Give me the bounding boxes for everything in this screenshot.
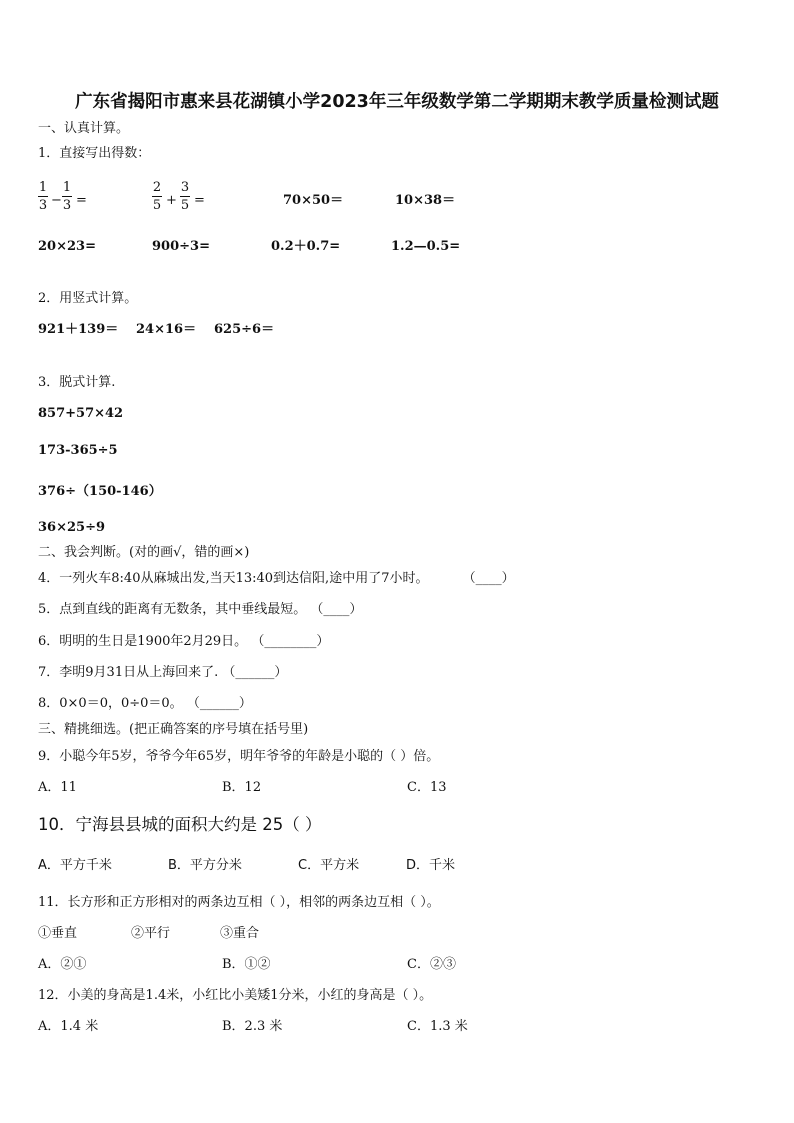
q10-option-a[interactable]: A．平方千米 [38,858,112,873]
q11-option-b[interactable]: B．①② [222,957,271,972]
q3-item-1: 857+57×42 [38,406,124,421]
frac1-b-num: 1 [62,180,72,195]
q1-row1-item-1: 70×50＝ [283,193,344,208]
q3-item-4: 36×25÷9 [38,520,106,535]
judge-item-6 [38,633,329,651]
q10-option-c[interactable]: C．平方米 [298,858,360,873]
q2-item-1: 921＋139＝ [38,322,119,337]
q10-text: 10．宁海县县城的面积大约是 25（ ） [38,815,322,834]
page-title: 广东省揭阳市惠来县花湖镇小学2023年三年级数学第二学期期末教学质量检测试题 [75,92,719,112]
judge-item-5 [38,601,362,619]
q2-label: 2．用竖式计算。 [38,291,138,306]
q11-option-c[interactable]: C．②③ [407,957,456,972]
q10-option-b[interactable]: B．平方分米 [168,858,242,873]
q9-text: 9．小聪今年5岁，爷爷今年65岁，明年爷爷的年龄是小聪的（ ）倍。 [38,749,440,764]
judge-item-8-text: 8．0×0＝0，0÷0＝0。 [38,696,183,711]
judge-item-8 [38,695,252,713]
q2-item-3: 625÷6＝ [214,322,275,337]
q1-row2-item-3: 0.2＋0.7= [271,239,341,254]
q1-row2-item-1: 20×23= [38,239,96,254]
judge-item-7-blank[interactable]: （______） [222,665,288,680]
judge-item-7 [38,664,287,682]
judge-item-6-blank[interactable]: （________） [251,634,330,649]
q11-option-a[interactable]: A．②① [38,957,87,972]
frac2-a-den: 5 [152,198,162,213]
q1-row1-item-2: 10×38＝ [395,193,456,208]
q3-item-3: 376÷（150-146） [38,484,162,499]
frac2-eq: = [194,193,205,208]
q11-choice-1: ①垂直 [38,926,78,941]
q9-option-b[interactable]: B．12 [222,780,262,795]
judge-item-5-blank[interactable]: （____） [310,602,363,617]
q2-item-2: 24×16＝ [136,322,197,337]
q3-label: 3．脱式计算. [38,375,116,390]
judge-item-5-text: 5．点到直线的距离有无数条，其中垂线最短。 [38,602,307,617]
frac1-eq: = [76,193,87,208]
q1-row2-item-2: 900÷3= [152,239,210,254]
section-3-heading: 三、精挑细选。(把正确答案的序号填在括号里) [38,722,309,737]
q12-text: 12．小美的身高是1.4米，小红比小美矮1分米，小红的身高是（ ）。 [38,988,433,1003]
q3-item-2: 173-365÷5 [38,443,118,458]
q9-option-a[interactable]: A．11 [38,780,77,795]
judge-item-6-text: 6．明明的生日是1900年2月29日。 [38,634,248,649]
q9-option-c[interactable]: C．13 [407,780,447,795]
q12-option-b[interactable]: B．2.3 米 [222,1019,283,1034]
frac2-op: + [166,193,177,208]
q10-option-d[interactable]: D．千米 [406,858,456,873]
frac2-b-num: 3 [180,180,190,195]
judge-item-4-blank[interactable]: （____） [462,571,515,586]
q1-row2-item-4: 1.2—0.5= [391,239,461,254]
judge-item-7-text: 7．李明9月31日从上海回来了. [38,665,219,680]
q12-option-c[interactable]: C．1.3 米 [407,1019,468,1034]
frac1-a-num: 1 [38,180,48,195]
judge-item-4 [38,570,515,588]
frac1-op: − [51,193,62,208]
frac1-a-den: 3 [38,198,48,213]
section-2-heading: 二、我会判断。(对的画√，错的画×) [38,545,250,560]
section-1-heading: 一、认真计算。 [38,121,130,136]
q11-choice-2: ②平行 [131,926,171,941]
frac2-a-num: 2 [152,180,162,195]
frac2-b-den: 5 [180,198,190,213]
judge-item-8-blank[interactable]: （______） [186,696,252,711]
judge-item-4-text: 4．一列火车8:40从麻城出发,当天13:40到达信阳,途中用了7小时。 [38,571,429,586]
q12-option-a[interactable]: A．1.4 米 [38,1019,99,1034]
q1-label: 1．直接写出得数： [38,146,151,161]
q11-text: 11．长方形和正方形相对的两条边互相（ ），相邻的两条边互相（ ）。 [38,895,440,910]
frac1-b-den: 3 [62,198,72,213]
q11-choice-3: ③重合 [220,926,260,941]
